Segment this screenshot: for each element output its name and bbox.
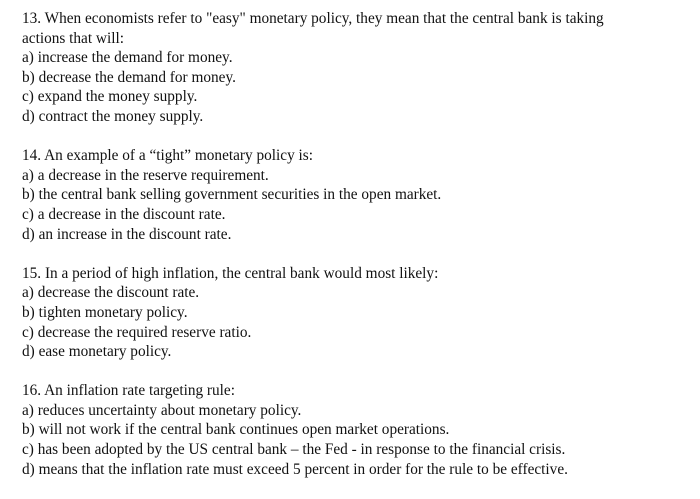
question-stem-continued: actions that will: — [22, 29, 124, 47]
question-16 — [22, 381, 692, 479]
answer-option-c: c) has been adopted by the US central bank – the Fed - in response to the financial crisis. — [22, 441, 566, 459]
question-15 — [22, 264, 692, 362]
answer-option-b: b) will not work if the central bank continues open market operations. — [22, 421, 450, 439]
answer-option-b: b) tighten monetary policy. — [22, 303, 188, 321]
answer-option-d: d) ease monetary policy. — [22, 343, 172, 361]
question-13 — [22, 9, 692, 127]
answer-option-b: b) decrease the demand for money. — [22, 68, 236, 86]
question-14 — [22, 146, 692, 244]
question-stem: 15. In a period of high inflation, the central bank would most likely: — [22, 264, 439, 282]
answer-option-a: a) reduces uncertainty about monetary policy. — [22, 401, 302, 419]
answer-option-b: b) the central bank selling government securities in the open market. — [22, 186, 442, 204]
answer-option-a: a) decrease the discount rate. — [22, 284, 200, 302]
question-stem: 13. When economists refer to "easy" monetary policy, they mean that the central bank is taking — [22, 10, 604, 27]
question-stem: 14. An example of a “tight” monetary policy is: — [22, 147, 313, 165]
answer-option-d: d) contract the money supply. — [22, 107, 204, 125]
answer-option-c: c) decrease the required reserve ratio. — [22, 323, 252, 341]
question-stem: 16. An inflation rate targeting rule: — [22, 382, 235, 400]
answer-option-a: a) increase the demand for money. — [22, 49, 233, 67]
answer-option-d: d) means that the inflation rate must exceed 5 percent in order for the rule to be effective. — [22, 460, 568, 478]
answer-option-a: a) a decrease in the reserve requirement. — [22, 166, 269, 184]
answer-option-c: c) a decrease in the discount rate. — [22, 205, 226, 223]
answer-option-c: c) expand the money supply. — [22, 88, 198, 106]
answer-option-d: d) an increase in the discount rate. — [22, 225, 232, 243]
question-document — [22, 9, 692, 499]
